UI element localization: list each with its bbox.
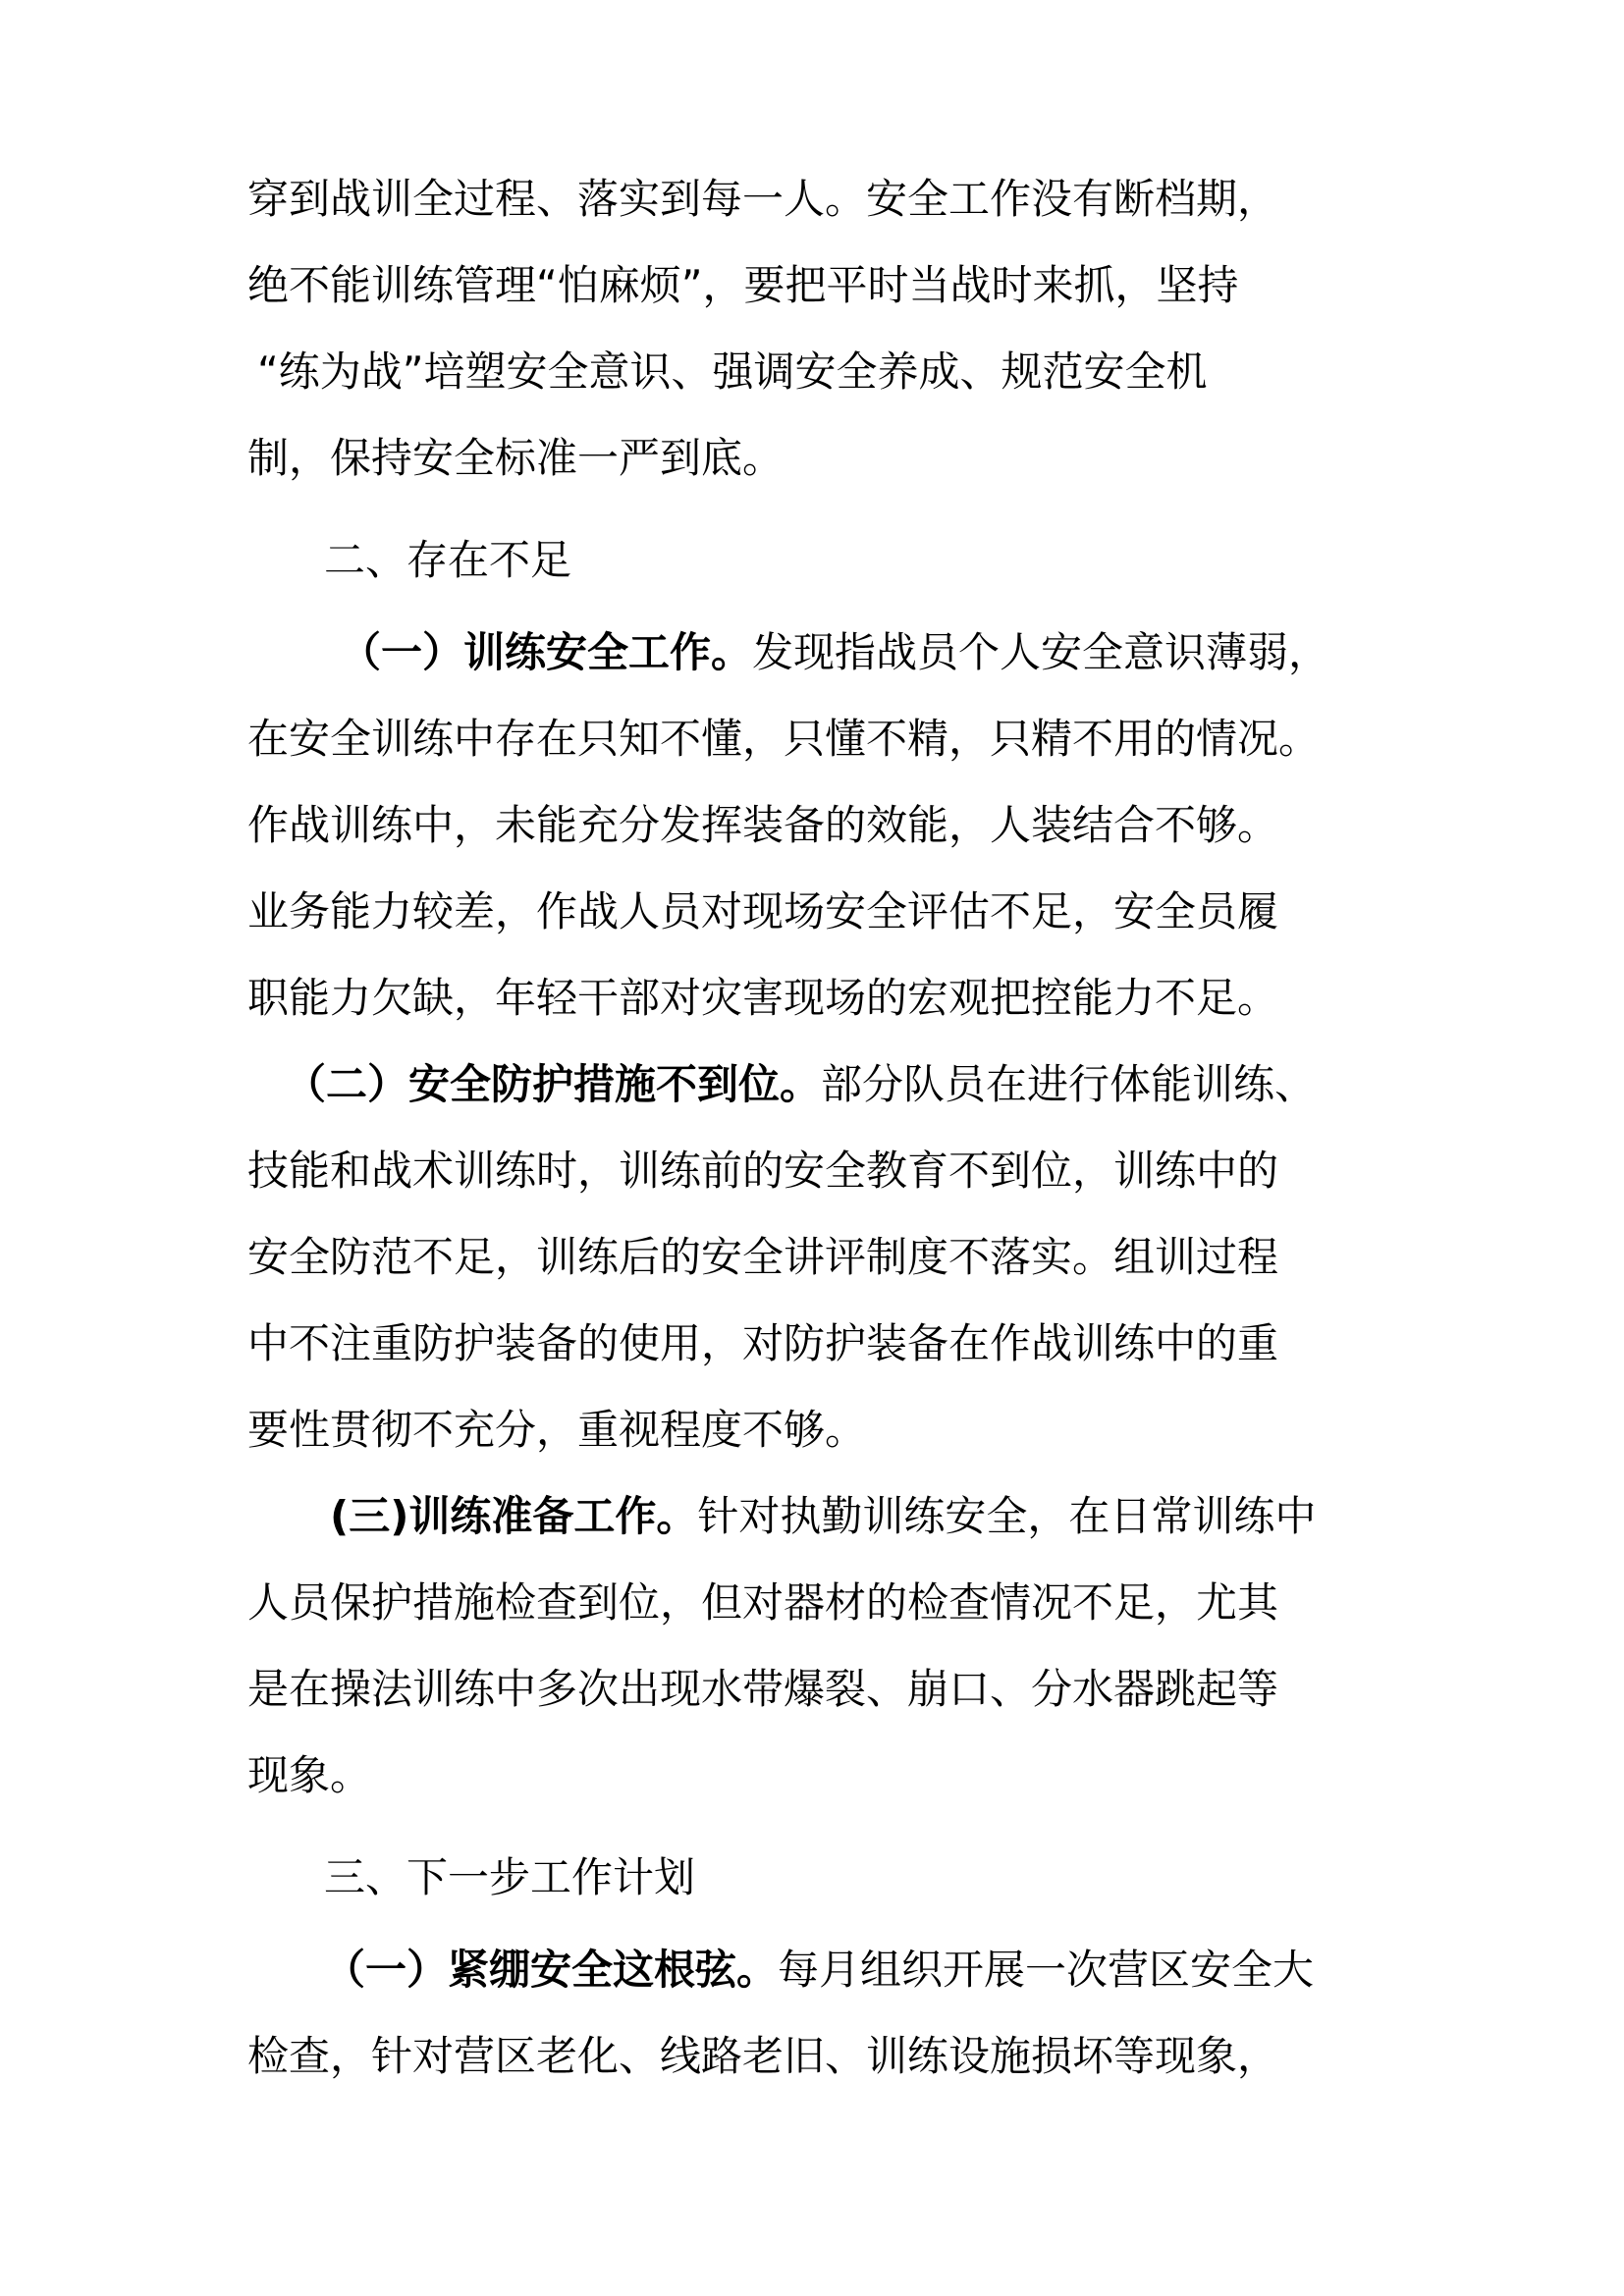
text-line: 中不注重防护装备的使用，对防护装备在作战训练中的重 [247, 1319, 1279, 1367]
text-line: 职能力欠缺，年轻干部对灾害现场的宏观把控能力不足。 [247, 974, 1279, 1022]
paragraph-text: 针对执勤训练安全，在日常训练中 [697, 1492, 1317, 1540]
text-line: 安全防范不足，训练后的安全讲评制度不落实。组训过程 [247, 1233, 1279, 1281]
paragraph-heading: (三)训练准备工作。 [330, 1492, 698, 1540]
paragraph-text: 发现指战员个人安全意识薄弱， [752, 628, 1330, 676]
text-line: 业务能力较差，作战人员对现场安全评估不足，安全员履 [247, 887, 1279, 935]
text-line: 在安全训练中存在只知不懂，只懂不精，只精不用的情况。 [247, 715, 1321, 763]
text-line: 作战训练中，未能充分发挥装备的效能，人装结合不够。 [247, 801, 1279, 849]
text-line: “练为战”培塑安全意识、强调安全养成、规范安全机 [257, 347, 1208, 396]
text-line: 穿到战训全过程、落实到每一人。安全工作没有断档期， [247, 175, 1279, 223]
text-line: 绝不能训练管理“怕麻烦”，要把平时当战时来抓，坚持 [247, 261, 1239, 309]
paragraph-text: 部分队员在进行体能训练、 [821, 1060, 1317, 1108]
text-line: 制，保持安全标准一严到底。 [247, 434, 785, 482]
section-heading-deficiencies: 二、存在不足 [324, 536, 572, 584]
paragraph-heading: （一）紧绷安全这根弦。 [324, 1946, 779, 1994]
text-line: 现象。 [247, 1751, 372, 1799]
text-line: 人员保护措施检查到位，但对器材的检查情况不足，尤其 [247, 1578, 1279, 1627]
text-line: 是在操法训练中多次出现水带爆裂、崩口、分水器跳起等 [247, 1665, 1279, 1713]
section-heading-next-plan: 三、下一步工作计划 [324, 1853, 696, 1901]
paragraph-first-line [285, 1052, 1443, 1117]
paragraph-first-line [340, 620, 1498, 685]
text-line: 要性贯彻不充分，重视程度不够。 [247, 1406, 867, 1454]
paragraph-heading: （一）训练安全工作。 [340, 628, 753, 676]
paragraph-heading: （二）安全防护措施不到位。 [285, 1060, 822, 1108]
text-line: 技能和战术训练时，训练前的安全教育不到位，训练中的 [247, 1147, 1279, 1195]
paragraph-text: 每月组织开展一次营区安全大 [778, 1946, 1315, 1994]
paragraph-first-line [330, 1484, 1489, 1549]
text-line: 检查，针对营区老化、线路老旧、训练设施损坏等现象， [247, 2032, 1279, 2080]
paragraph-first-line [324, 1938, 1483, 2002]
